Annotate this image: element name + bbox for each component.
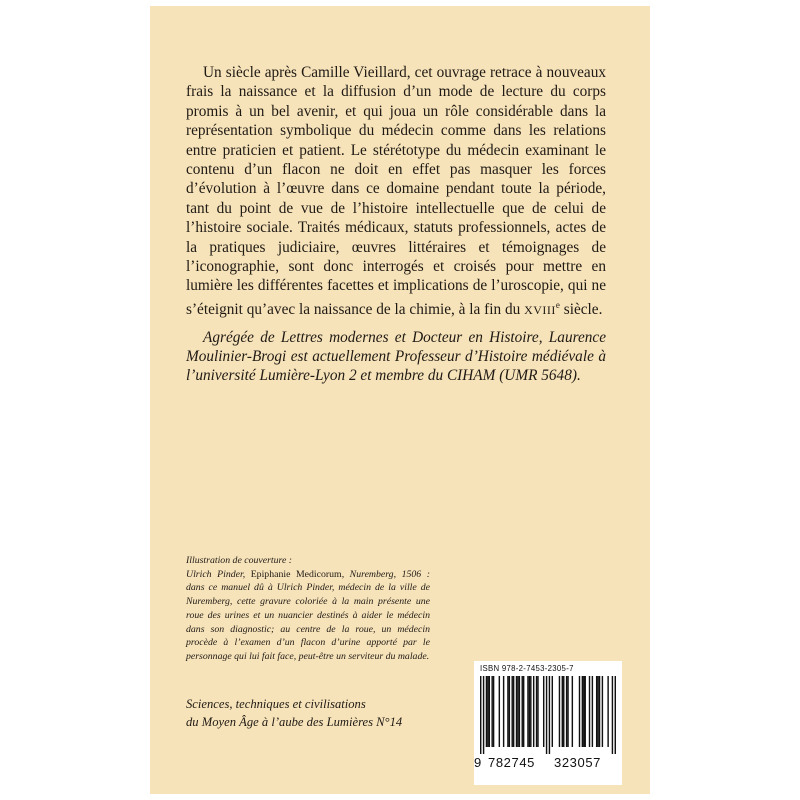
barcode-bar xyxy=(599,676,600,747)
blurb-text: Un siècle après Camille Vieillard, cet ouvrage retrace à nouveaux frais la naissance et la diffusion d’un mode de lecture du corps promis à un bel avenir, et qui joua un rôle considérable dans la représentation symbolique du médecin comme dans les relations entre praticien et patient. Le stérétotype du médecin examinant le contenu d’un flacon ne doit en effet pas masquer les forces d’évolution à l’œuvre dans ce domaine pendant toute la période, tant du point de vue de l’histoire intellectuelle que de celui de l’histoire sociale. Traités médicaux, statuts professionnels, actes de la pratiques judiciaire, œuvres littéraires et témoignages de l’iconographie, sont donc interrogés et croisés pour mettre en lumière les différentes facettes et implications de l’uroscopie, qui ne s’éteignit qu’avec la naissance de la chimie, à la fin du xyxy=(186,64,606,318)
barcode-bars xyxy=(480,676,616,754)
back-cover xyxy=(150,6,650,794)
barcode-bar xyxy=(559,676,560,747)
barcode-bar xyxy=(549,676,550,754)
illustration-text-1: Ulrich Pinder, xyxy=(186,568,251,580)
barcode-bar xyxy=(491,676,492,747)
barcode-block xyxy=(474,661,622,785)
barcode-bar xyxy=(523,676,524,747)
barcode-bar xyxy=(592,676,593,747)
barcode-bar xyxy=(483,676,484,754)
barcode-bar xyxy=(517,676,518,747)
barcode-bar xyxy=(567,676,568,747)
barcode-bar xyxy=(589,676,590,747)
barcode-bar xyxy=(596,676,597,747)
barcode-digits-right: 323057 xyxy=(554,755,601,770)
barcode-bar xyxy=(516,676,517,747)
barcode-bar xyxy=(522,676,523,747)
barcode-bar xyxy=(480,676,481,754)
barcode-bar xyxy=(572,676,573,747)
illustration-text-2: , Nuremberg, 1506 : dans ce manuel dû à Ulrich Pinder, médecin de la ville de Nuremberg, cette gravure coloriée à la main présente une roue des urines et un nuancier destinés à aider le médecin dans son diagnostic; au centre de la roue, un médecin procède à l’examen d’un flacon d’urine apporté par le personnage qui lui fait face, peut-être un serviteur du malade. xyxy=(186,568,430,662)
series-line-1: Sciences, techniques et civilisations xyxy=(186,697,366,711)
barcode-bar xyxy=(519,676,520,747)
barcode-bar xyxy=(612,676,613,754)
barcode-bar xyxy=(533,676,534,747)
blurb-century-suffix: e xyxy=(555,299,560,310)
illustration-heading: Illustration de couverture : xyxy=(186,555,293,566)
barcode-bar xyxy=(507,676,508,747)
barcode-bar xyxy=(499,676,500,747)
series-title xyxy=(186,696,456,731)
blurb-paragraph xyxy=(186,63,606,320)
barcode-bar xyxy=(615,676,616,754)
author-bio: Agrégée de Lettres modernes et Docteur en Histoire, Laurence Moulinier-Brogi est actuellement Professeur d’Histoire médiévale à l’université Lumière-Lyon 2 et membre du CIHAM (UMR 5648). xyxy=(186,329,606,385)
barcode-bar xyxy=(509,676,510,747)
barcode-bar xyxy=(527,676,528,747)
barcode-bar xyxy=(537,676,538,747)
barcode-bar xyxy=(607,676,608,747)
barcode-bar xyxy=(536,676,537,747)
barcode-bar xyxy=(583,676,584,747)
barcode-bar xyxy=(552,676,553,747)
barcode-bar xyxy=(493,676,494,747)
barcode-bar xyxy=(486,676,487,747)
barcode-bar xyxy=(566,676,567,747)
illustration-credit xyxy=(186,554,430,664)
barcode-bar xyxy=(602,676,603,747)
barcode-bar xyxy=(579,676,580,747)
barcode-bar xyxy=(597,676,598,747)
blurb-century: XVIII xyxy=(524,302,556,317)
barcode-bar xyxy=(487,676,488,747)
barcode-digits-left: 782745 xyxy=(488,755,535,770)
blurb-text-end: siècle. xyxy=(559,300,603,318)
barcode-bar xyxy=(563,676,564,747)
barcode-bar xyxy=(513,676,514,747)
barcode-digit-lead: 9 xyxy=(474,755,482,770)
barcode-bar xyxy=(503,676,504,747)
barcode-bar xyxy=(511,676,512,747)
barcode-bar xyxy=(530,676,531,747)
barcode-bar xyxy=(543,676,544,747)
barcode-bar xyxy=(529,676,530,747)
barcode-bar xyxy=(585,676,586,747)
illustration-work-title: Epiphanie Medicorum xyxy=(250,568,342,580)
barcode-bar xyxy=(546,676,547,754)
barcode-bar xyxy=(562,676,563,747)
isbn-label: ISBN 978-2-7453-2305-7 xyxy=(480,664,574,673)
barcode-bar xyxy=(489,676,490,747)
barcode-bar xyxy=(582,676,583,747)
series-line-2: du Moyen Âge à l’aube des Lumières N°14 xyxy=(186,714,403,729)
